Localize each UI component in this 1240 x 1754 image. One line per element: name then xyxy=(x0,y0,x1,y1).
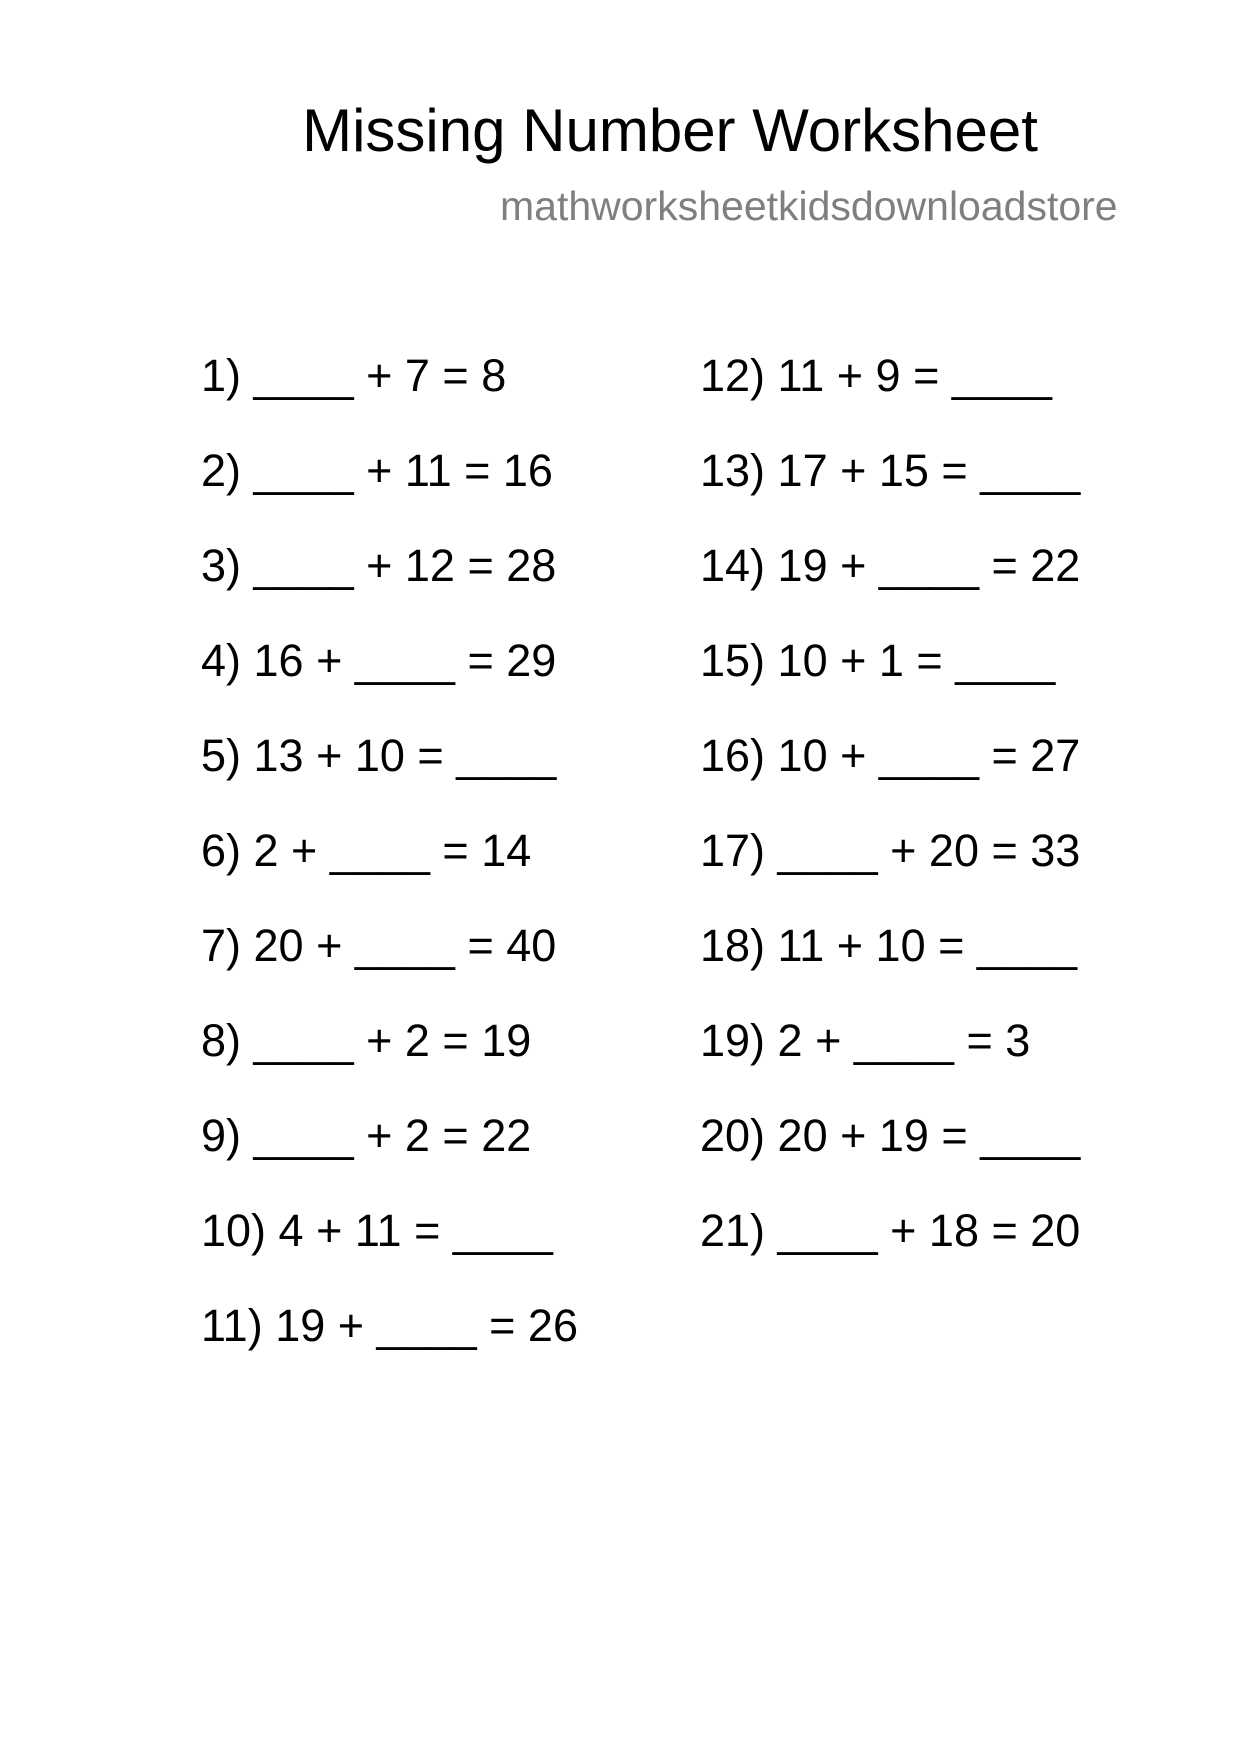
problem: 19) 2 + ____ = 3 xyxy=(700,1015,1031,1066)
problem: 2) ____ + 11 = 16 xyxy=(201,445,553,496)
right-problem-column xyxy=(700,348,1080,1298)
problem: 3) ____ + 12 = 28 xyxy=(201,540,557,591)
problem: 10) 4 + 11 = ____ xyxy=(201,1205,553,1256)
problem: 20) 20 + 19 = ____ xyxy=(700,1110,1081,1161)
problem: 8) ____ + 2 = 19 xyxy=(201,1015,532,1066)
problem: 17) ____ + 20 = 33 xyxy=(700,825,1081,876)
problem: 12) 11 + 9 = ____ xyxy=(700,350,1052,401)
problem: 1) ____ + 7 = 8 xyxy=(201,350,507,401)
problem: 5) 13 + 10 = ____ xyxy=(201,730,557,781)
problem: 21) ____ + 18 = 20 xyxy=(700,1205,1081,1256)
problem: 6) 2 + ____ = 14 xyxy=(201,825,532,876)
left-problem-column xyxy=(201,348,578,1393)
problem: 15) 10 + 1 = ____ xyxy=(700,635,1056,686)
problem: 18) 11 + 10 = ____ xyxy=(700,920,1077,971)
site-name: mathworksheetkidsdownloadstore xyxy=(500,183,1118,229)
problem: 13) 17 + 15 = ____ xyxy=(700,445,1081,496)
problem: 9) ____ + 2 = 22 xyxy=(201,1110,532,1161)
problem: 4) 16 + ____ = 29 xyxy=(201,635,557,686)
problem: 16) 10 + ____ = 27 xyxy=(700,730,1081,781)
problem: 7) 20 + ____ = 40 xyxy=(201,920,557,971)
worksheet-title: Missing Number Worksheet xyxy=(302,97,1038,164)
problem: 14) 19 + ____ = 22 xyxy=(700,540,1081,591)
problem: 11) 19 + ____ = 26 xyxy=(201,1300,578,1351)
